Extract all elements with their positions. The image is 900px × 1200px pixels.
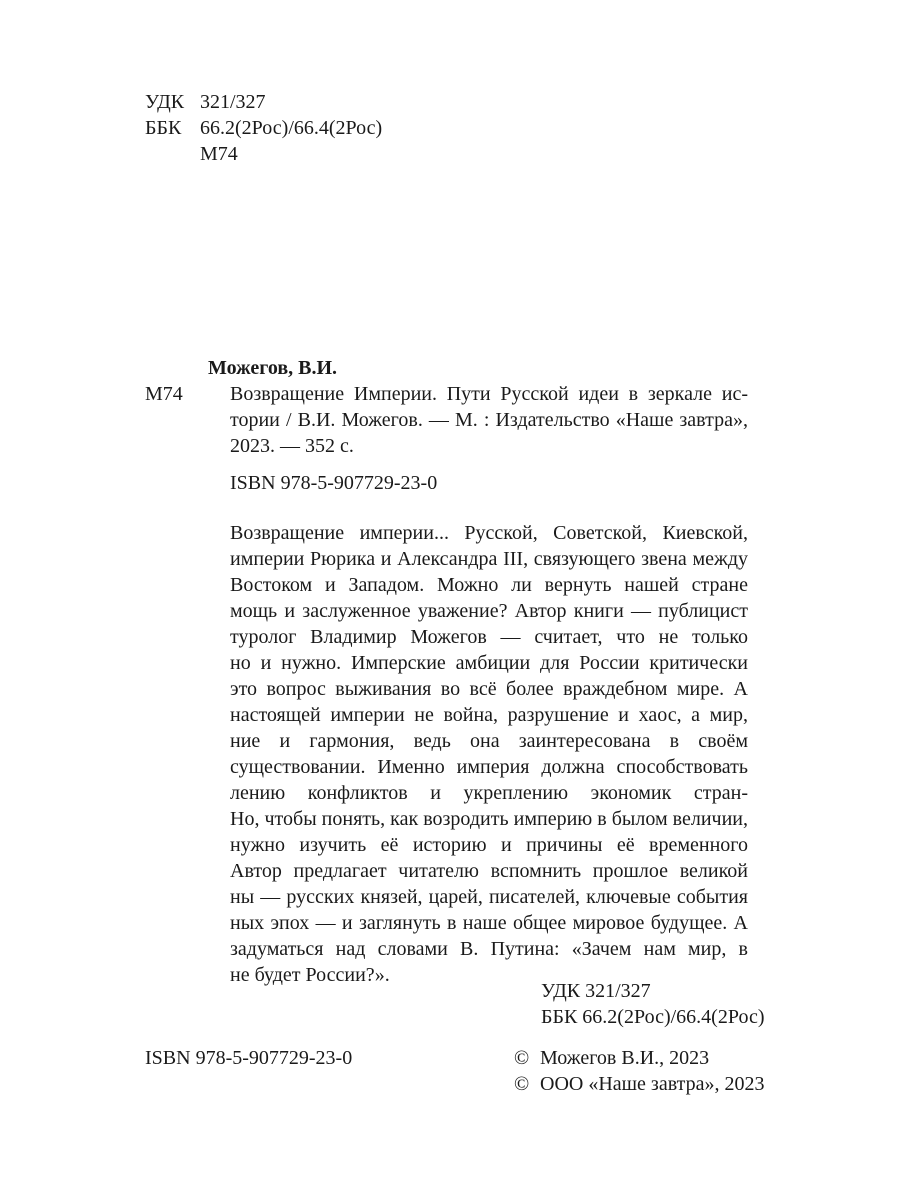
copyright-line [514,1071,765,1097]
copyright-block [514,1045,765,1097]
annotation-line: задуматься над словами В. Путина: «Зачем нам мир, в [230,938,748,960]
top-author-mark: М74 [200,143,238,165]
annotation-line: мощь и заслуженное уважение? Автор книги — публицист [230,600,748,622]
copyright-symbol: © [514,1047,530,1069]
annotation-line: ны — русских князей, царей, писателей, ключевые события [230,886,748,908]
annotation-line: но и нужно. Имперские амбиции для России критически [230,652,748,674]
bottom-bbk: ББК 66.2(2Рос)/66.4(2Рос) [541,1006,765,1028]
annotation-line: Но, чтобы понять, как возродить империю в былом величии, [230,808,748,830]
annotation-line: настоящей империи не война, разрушение и хаос, а мир, [230,704,748,726]
annotation-line: Автор предлагает читателю вспомнить прошлое великой [230,860,748,882]
description-line: Возвращение Империи. Пути Русской идеи в зеркале ис- [230,383,748,405]
bibliographic-description [230,381,748,459]
bottom-isbn: ISBN 978-5-907729-23-0 [145,1047,353,1069]
bbk-label: ББК [145,117,182,139]
bbk-value: 66.2(2Рос)/66.4(2Рос) [200,117,383,139]
copyright-line [514,1045,765,1071]
udk-row [145,89,382,115]
annotation-line: Возвращение империи... Русской, Советской, Киевской, [230,522,748,544]
annotation-line: Востоком и Западом. Можно ли вернуть нашей стране [230,574,748,596]
copyright-text: ООО «Наше завтра», 2023 [540,1073,765,1095]
bbk-row [145,115,382,141]
annotation [230,520,748,988]
copyright-symbol: © [514,1073,530,1095]
udk-label: УДК [145,91,185,113]
author-heading: Можегов, В.И. [208,357,338,379]
annotation-line: существовании. Именно империя должна способствовать [230,756,748,778]
annotation-line: не будет России?». [230,964,390,986]
annotation-line: нужно изучить её историю и причины её временного [230,834,748,856]
annotation-line: это вопрос выживания во всё более враждебном мире. А [230,678,748,700]
annotation-line: туролог Владимир Можегов — считает, что не только [230,626,748,648]
udk-value: 321/327 [200,91,266,113]
bottom-classification [541,978,765,1030]
bottom-udk: УДК 321/327 [541,980,651,1002]
annotation-line: ние и гармония, ведь она заинтересована в своём [230,730,748,752]
isbn: ISBN 978-5-907729-23-0 [230,472,438,494]
author-mark: М74 [145,383,183,405]
annotation-line: ных эпох — и заглянуть в наше общее мировое будущее. А [230,912,748,934]
copyright-text: Можегов В.И., 2023 [540,1047,710,1069]
annotation-line: империи Рюрика и Александра III, связующего звена между [230,548,748,570]
description-line: 2023. — 352 с. [230,435,354,457]
annotation-line: лению конфликтов и укреплению экономик стран- [230,782,748,804]
description-line: тории / В.И. Можегов. — М. : Издательство «Наше завтра», [230,409,748,431]
top-classification [145,89,382,167]
